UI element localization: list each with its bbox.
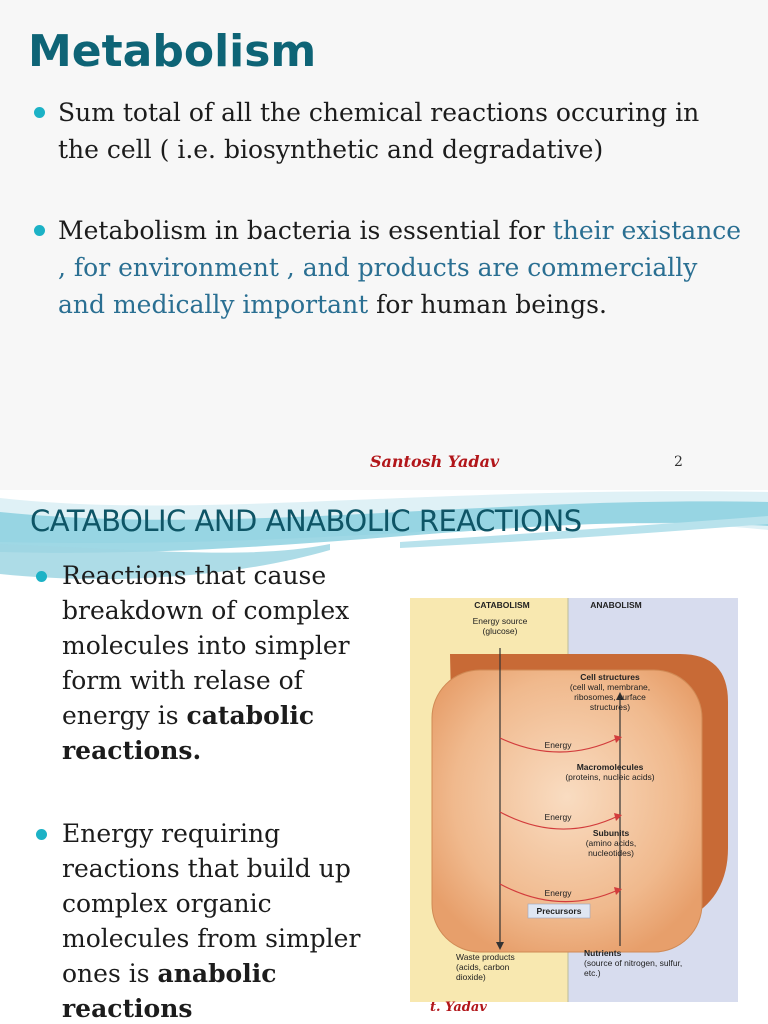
bullet-dot-icon bbox=[36, 829, 47, 840]
bullet-dot-icon bbox=[36, 571, 47, 582]
slide-title: Metabolism bbox=[28, 26, 317, 77]
energy-label-3: Energy bbox=[544, 888, 572, 898]
energy-label-2: Energy bbox=[544, 812, 572, 822]
slide-metabolism bbox=[0, 0, 768, 490]
bullet-importance: Metabolism in bacteria is essential for their existance , for environment , and products are commercially and medically important for human beings. bbox=[58, 212, 748, 323]
diagram-graphic bbox=[410, 598, 738, 1002]
author-name: Santosh Yadav bbox=[370, 452, 500, 471]
bullet-definition: Sum total of all the chemical reactions occuring in the cell ( i.e. biosynthetic and degradative) bbox=[58, 94, 748, 168]
slide-title: CATABOLIC AND ANABOLIC REACTIONS bbox=[30, 504, 582, 538]
waste-products-label: Waste products (acids, carbon dioxide) bbox=[456, 952, 515, 982]
precursors-label: Precursors bbox=[536, 906, 582, 916]
anabolism-label: ANABOLISM bbox=[590, 600, 642, 610]
macromolecules-label: Macromolecules (proteins, nucleic acids) bbox=[565, 762, 655, 782]
bullet-dot-icon bbox=[34, 107, 45, 118]
bullet-dot-icon bbox=[34, 225, 45, 236]
energy-label-1: Energy bbox=[544, 740, 572, 750]
subunits-label: Subunits (amino acids, nucleotides) bbox=[585, 828, 637, 858]
nutrients-label: Nutrients (source of nitrogen, sulfur, etc.) bbox=[584, 948, 683, 978]
bullet-anabolic: Energy requiring reactions that build up complex organic molecules from simpler ones is anabolic reactions bbox=[62, 816, 382, 1024]
highlighted-text: their existance , for environment , and products are commercially and medically important bbox=[58, 216, 742, 319]
energy-source-label: Energy source (glucose) bbox=[472, 616, 528, 636]
bullet-catabolic: Reactions that cause breakdown of complex molecules into simpler form with relase of energy is catabolic reactions. bbox=[62, 558, 382, 768]
author-name-partial: t. Yadav bbox=[430, 1000, 487, 1015]
slide-catabolic-anabolic bbox=[0, 490, 768, 1024]
catabolism-label: CATABOLISM bbox=[474, 600, 530, 610]
page-number: 2 bbox=[674, 454, 683, 470]
metabolism-diagram bbox=[410, 598, 738, 1002]
cell-structures-label: Cell structures (cell wall, membrane, ribosomes, surface structures) bbox=[569, 672, 651, 712]
